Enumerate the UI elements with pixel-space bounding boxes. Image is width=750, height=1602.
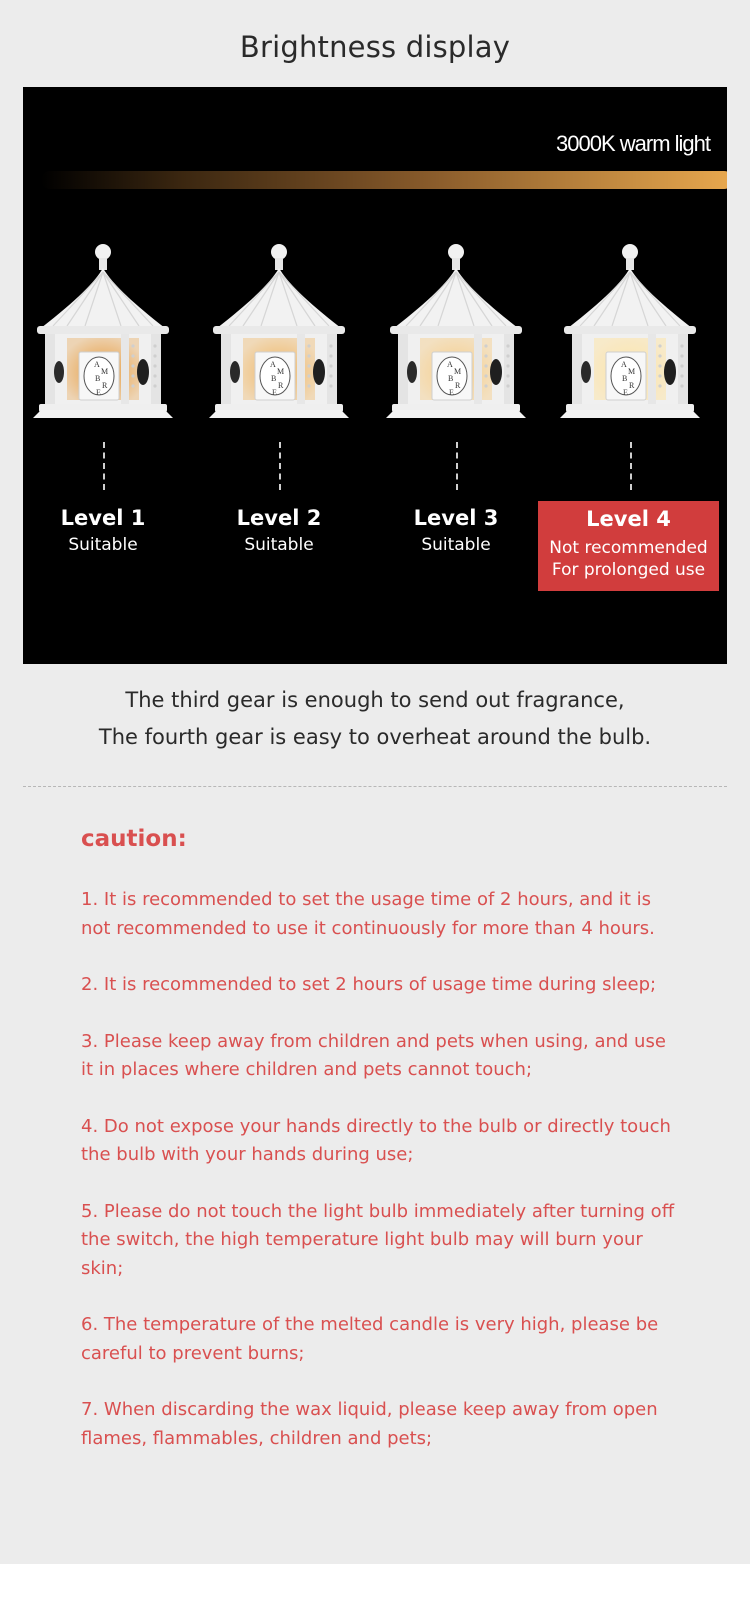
summary-text [0, 682, 750, 756]
svg-text:M: M [454, 367, 462, 376]
connector-line [279, 442, 281, 490]
svg-text:M: M [628, 367, 636, 376]
svg-text:R: R [629, 381, 635, 390]
connector-line [103, 442, 105, 490]
level-3-name: Level 3 [413, 506, 499, 530]
connector-line [630, 442, 632, 490]
svg-text:B: B [271, 374, 277, 383]
svg-text:A: A [621, 360, 627, 369]
caution-item: 7. When discarding the wax liquid, please keep away from open flames, flammables, children and pets; [81, 1399, 658, 1449]
level-2-name: Level 2 [236, 506, 322, 530]
svg-text:E: E [96, 388, 101, 397]
level-2-description: Suitable [244, 535, 314, 555]
svg-text:M: M [101, 367, 109, 376]
caution-list [81, 886, 681, 1481]
level-4-description-line-2: For prolonged use [551, 560, 706, 580]
svg-text:A: A [270, 360, 276, 369]
lantern-level-4-image [552, 242, 708, 428]
lantern-level-3-image [378, 242, 534, 428]
level-4-description-line-1: Not recommended [549, 538, 708, 558]
caution-item: 3. Please keep away from children and pets when using, and use it in places where children and pets cannot touch; [81, 1030, 666, 1080]
svg-text:E: E [449, 388, 454, 397]
svg-text:A: A [447, 360, 453, 369]
caution-title: caution: [81, 826, 187, 852]
level-3-description: Suitable [421, 535, 491, 555]
warm-light-gradient-bar [41, 171, 727, 189]
dashed-divider [23, 786, 727, 787]
caution-item: 1. It is recommended to set the usage time of 2 hours, and it is not recommended to use it continuously for more than 4 hours. [81, 889, 655, 939]
page-title: Brightness display [239, 30, 511, 64]
level-1-column [23, 242, 183, 647]
level-4-name: Level 4 [586, 507, 671, 531]
level-4-warning-box [538, 501, 719, 591]
caution-item: 2. It is recommended to set 2 hours of usage time during sleep; [81, 974, 657, 995]
svg-text:R: R [278, 381, 284, 390]
svg-text:B: B [448, 374, 454, 383]
svg-text:M: M [277, 367, 285, 376]
svg-text:R: R [102, 381, 108, 390]
level-3-column [376, 242, 536, 647]
level-4-description [538, 537, 719, 581]
svg-text:E: E [623, 388, 628, 397]
svg-text:B: B [622, 374, 628, 383]
connector-line [456, 442, 458, 490]
caution-item: 4. Do not expose your hands directly to the bulb or directly touch the bulb with your hands during use; [81, 1115, 671, 1165]
svg-text:E: E [272, 388, 277, 397]
level-2-column [199, 242, 359, 647]
svg-text:R: R [455, 381, 461, 390]
svg-text:A: A [94, 360, 100, 369]
level-1-description: Suitable [68, 535, 138, 555]
summary-line-1: The third gear is enough to send out fragrance, [125, 688, 625, 712]
summary-line-2: The fourth gear is easy to overheat around the bulb. [98, 725, 652, 749]
caution-item: 6. The temperature of the melted candle is very high, please be careful to prevent burns; [81, 1314, 659, 1364]
level-1-name: Level 1 [60, 506, 146, 530]
lantern-level-1-image [25, 242, 181, 428]
caution-item: 5. Please do not touch the light bulb immediately after turning off the switch, the high temperature light bulb may will burn your skin; [81, 1200, 675, 1279]
svg-text:B: B [95, 374, 101, 383]
brightness-panel [23, 87, 727, 664]
lantern-level-2-image [201, 242, 357, 428]
color-temperature-label: 3000K warm light [556, 131, 710, 156]
